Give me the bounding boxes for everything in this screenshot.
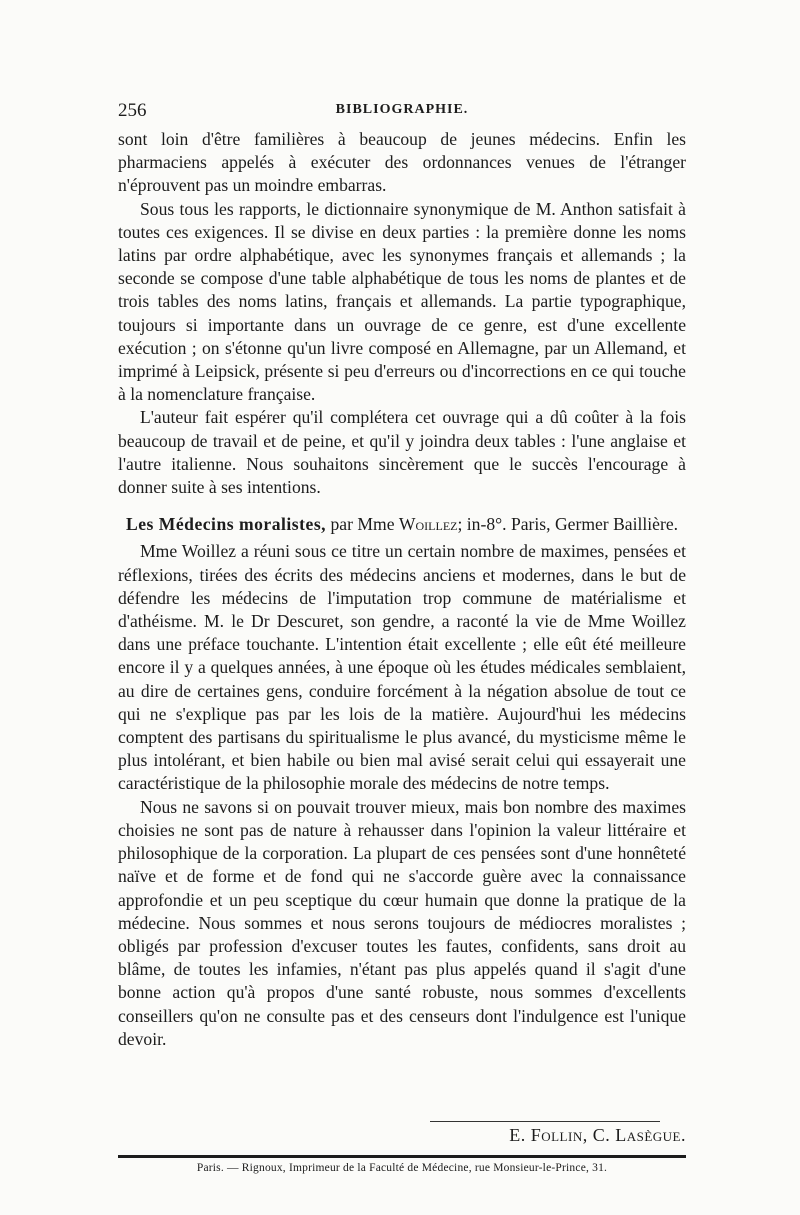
running-title: BIBLIOGRAPHIE. [335, 102, 469, 117]
review-title: Les Médecins moralistes, [125, 514, 327, 535]
footer-rule [118, 1155, 686, 1158]
signature-rule [430, 1121, 660, 1122]
paragraph: Nous ne savons si on pouvait trouver mieux, mais bon nombre des maximes choisies ne sont pas de nature à rehausser dans l'opinion la valeur littéraire et philosophique de la corporation. La plupart de ces pensées sont d'une honnêteté naïve et de forme et de fond qui ne s'accorde guère avec la connaissance approfondie et un peu sceptique du cœur humain que donne la pratique de la médecine. Nous sommes et nous serons toujours de médiocres moralistes ; obligés par profession d'excuser toutes les fautes, confidents, sans droit au blâme, de toutes les infamies, n'étant pas plus appelés quand il s'agit d'une bonne action qu'à propos d'une santé robuste, nous sommes d'excellents conseillers qu'on ne consulte pas et des censeurs dont l'indulgence est l'unique devoir. [118, 796, 686, 1049]
paragraph: sont loin d'être familières à beaucoup de jeunes médecins. Enfin les pharmaciens appelés à exécuter des ordonnances venues de l'étranger n'éprouvent pas un moindre embarras. [118, 129, 686, 196]
body-text [118, 128, 686, 1051]
paragraph: L'auteur fait espérer qu'il complétera cet ouvrage qui a dû coûter à la fois beaucoup de travail et de peine, et qu'il y joindra deux tables : l'une anglaise et l'autre italienne. Nous souhaitons sincèrement que le succès l'encourage à donner suite à ses intentions. [118, 407, 686, 498]
review-by: par [330, 514, 353, 535]
printer-imprint: Paris. — Rignoux, Imprimeur de la Faculté de Médecine, rue Monsieur-le-Prince, 31. [196, 1162, 608, 1174]
review-author: Woillez [398, 514, 458, 535]
review-imprint: ; in-8°. Paris, Germer Baillière. [457, 514, 679, 535]
review-author-prefix: Mme [357, 514, 395, 535]
page-number: 256 [118, 100, 147, 121]
review-heading [118, 513, 686, 536]
paragraph: Sous tous les rapports, le dictionnaire synonymique de M. Anthon satisfait à toutes ces exigences. Il se divise en deux parties : la première donne les noms latins par ordre alphabétique, avec les synonymes français et allemands ; la seconde se compose d'une table alphabétique de tous les noms de plantes et de trois tables des noms latins, français et allemands. La partie typographique, toujours si importante dans un ouvrage de ce genre, est d'une excellente exécution ; on s'étonne qu'un livre composé en Allemagne, par un Allemand, et imprimé à Leipsick, présente si peu d'erreurs ou d'incorrections en ce qui touche à la nomenclature française. [118, 198, 686, 405]
running-head [118, 100, 686, 124]
paragraph: Mme Woillez a réuni sous ce titre un certain nombre de maximes, pensées et réflexions, tirées des écrits des médecins anciens et modernes, dans le but de défendre les médecins de l'imputation trop commune de matérialisme et d'athéisme. M. le Dr Descuret, son gendre, a raconté la vie de Mme Woillez dans une préface touchante. L'intention était excellente ; elle eût été meilleure encore il y a quelques années, à une époque où les études médicales semblaient, au dire de certaines gens, conduire forcément à la négation absolue de tout ce qui ne s'explique pas par les lois de la matière. Aujourd'hui les médecins comptent des partisans du spiritualisme le plus avancé, du mysticisme même le plus intolérant, et bien habile ou bien mal avisé serait celui qui essayerait une caractéristique de la philosophie morale des médecins de notre temps. [118, 541, 686, 794]
signature: E. Follin, C. Lasègue. [509, 1125, 686, 1145]
